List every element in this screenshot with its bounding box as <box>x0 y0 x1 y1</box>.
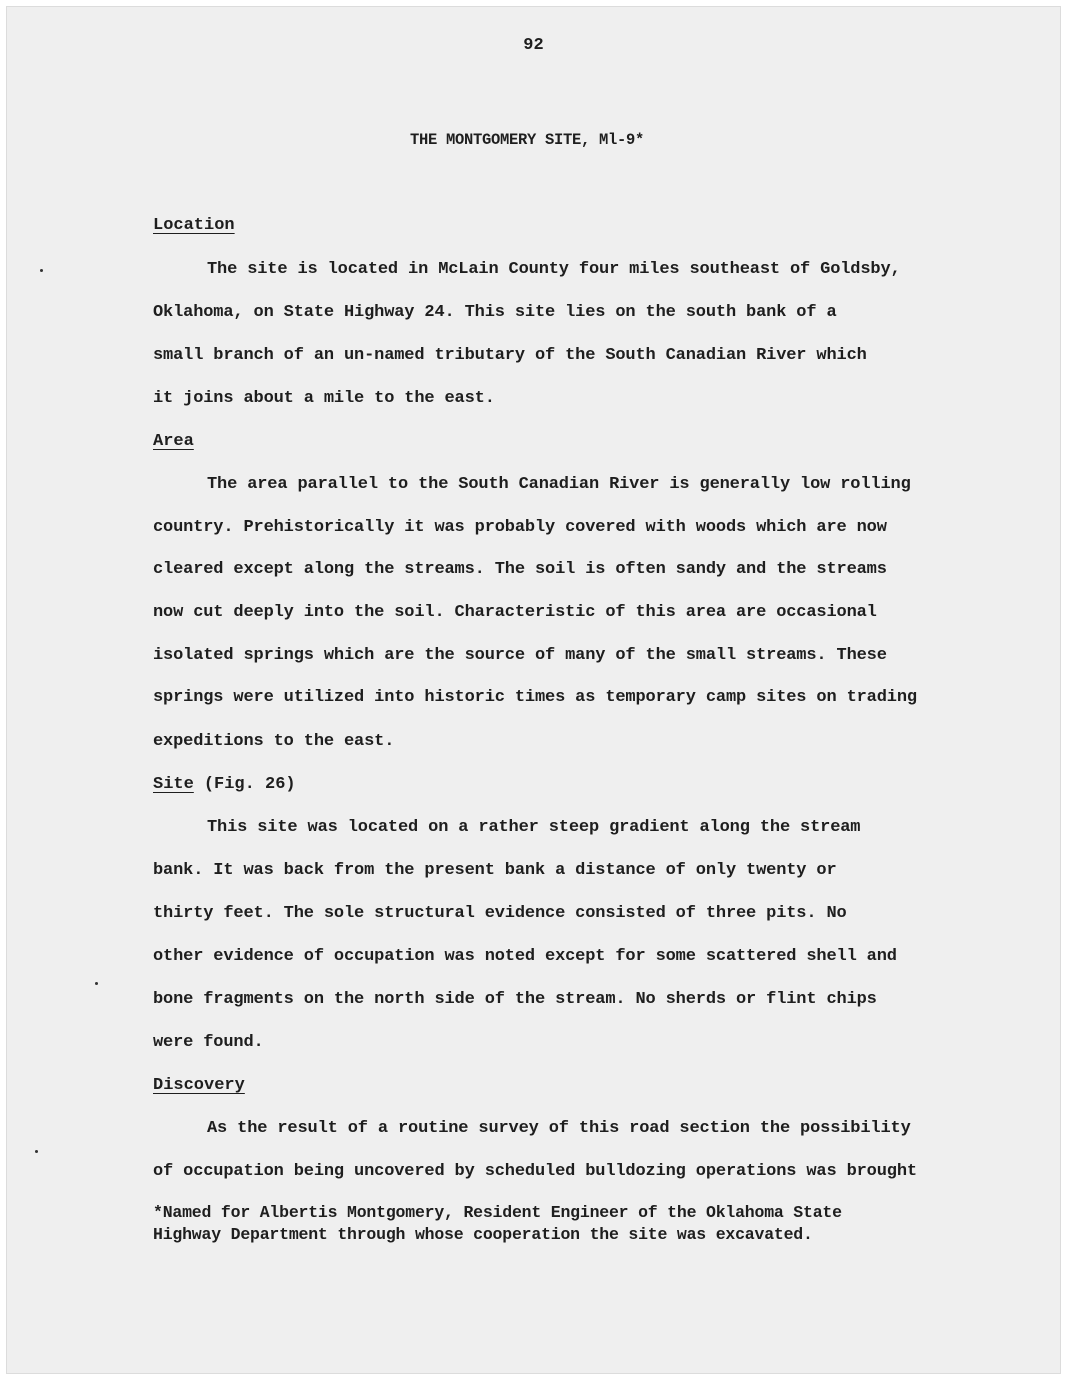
paragraph-line: now cut deeply into the soil. Characteristic of this area are occasional <box>153 603 877 622</box>
paragraph-line: other evidence of occupation was noted except for some scattered shell and <box>153 947 897 966</box>
paragraph-line: bone fragments on the north side of the stream. No sherds or flint chips <box>153 990 877 1009</box>
scan-speck <box>35 1150 38 1153</box>
page-title: THE MONTGOMERY SITE, Ml-9* <box>410 131 645 149</box>
footnote-line: *Named for Albertis Montgomery, Resident Engineer of the Oklahoma State <box>153 1203 842 1222</box>
footnote-line: Highway Department through whose cooperation the site was excavated. <box>153 1225 813 1244</box>
paragraph-line: The area parallel to the South Canadian River is generally low rolling <box>207 475 911 494</box>
paragraph-line: expeditions to the east. <box>153 732 395 751</box>
figure-reference: (Fig. 26) <box>203 775 296 794</box>
page-number: 92 <box>523 36 544 55</box>
scan-speck <box>95 982 98 985</box>
paragraph-line: isolated springs which are the source of many of the small streams. These <box>153 646 887 665</box>
paragraph-line: Oklahoma, on State Highway 24. This site lies on the south bank of a <box>153 303 837 322</box>
paragraph-line: This site was located on a rather steep gradient along the stream <box>207 818 861 837</box>
paragraph-line: The site is located in McLain County four miles southeast of Goldsby, <box>207 260 901 279</box>
heading-site-label: Site <box>153 775 194 794</box>
paragraph-line: small branch of an un-named tributary of the South Canadian River which <box>153 346 867 365</box>
heading-site <box>153 775 296 794</box>
paragraph-line: bank. It was back from the present bank a distance of only twenty or <box>153 861 837 880</box>
paragraph-line: thirty feet. The sole structural evidence consisted of three pits. No <box>153 904 847 923</box>
paragraph-line: cleared except along the streams. The soil is often sandy and the streams <box>153 560 887 579</box>
paragraph-line: As the result of a routine survey of this road section the possibility <box>207 1119 911 1138</box>
paragraph-line: of occupation being uncovered by scheduled bulldozing operations was brought <box>153 1162 917 1181</box>
document-page <box>7 7 1060 1373</box>
scan-speck <box>40 269 43 272</box>
paragraph-line: it joins about a mile to the east. <box>153 389 495 408</box>
paragraph-line: springs were utilized into historic times as temporary camp sites on trading <box>153 688 917 707</box>
paragraph-line: were found. <box>153 1033 264 1052</box>
heading-discovery: Discovery <box>153 1076 245 1095</box>
paragraph-line: country. Prehistorically it was probably covered with woods which are now <box>153 518 887 537</box>
heading-location: Location <box>153 216 235 235</box>
heading-area: Area <box>153 432 194 451</box>
